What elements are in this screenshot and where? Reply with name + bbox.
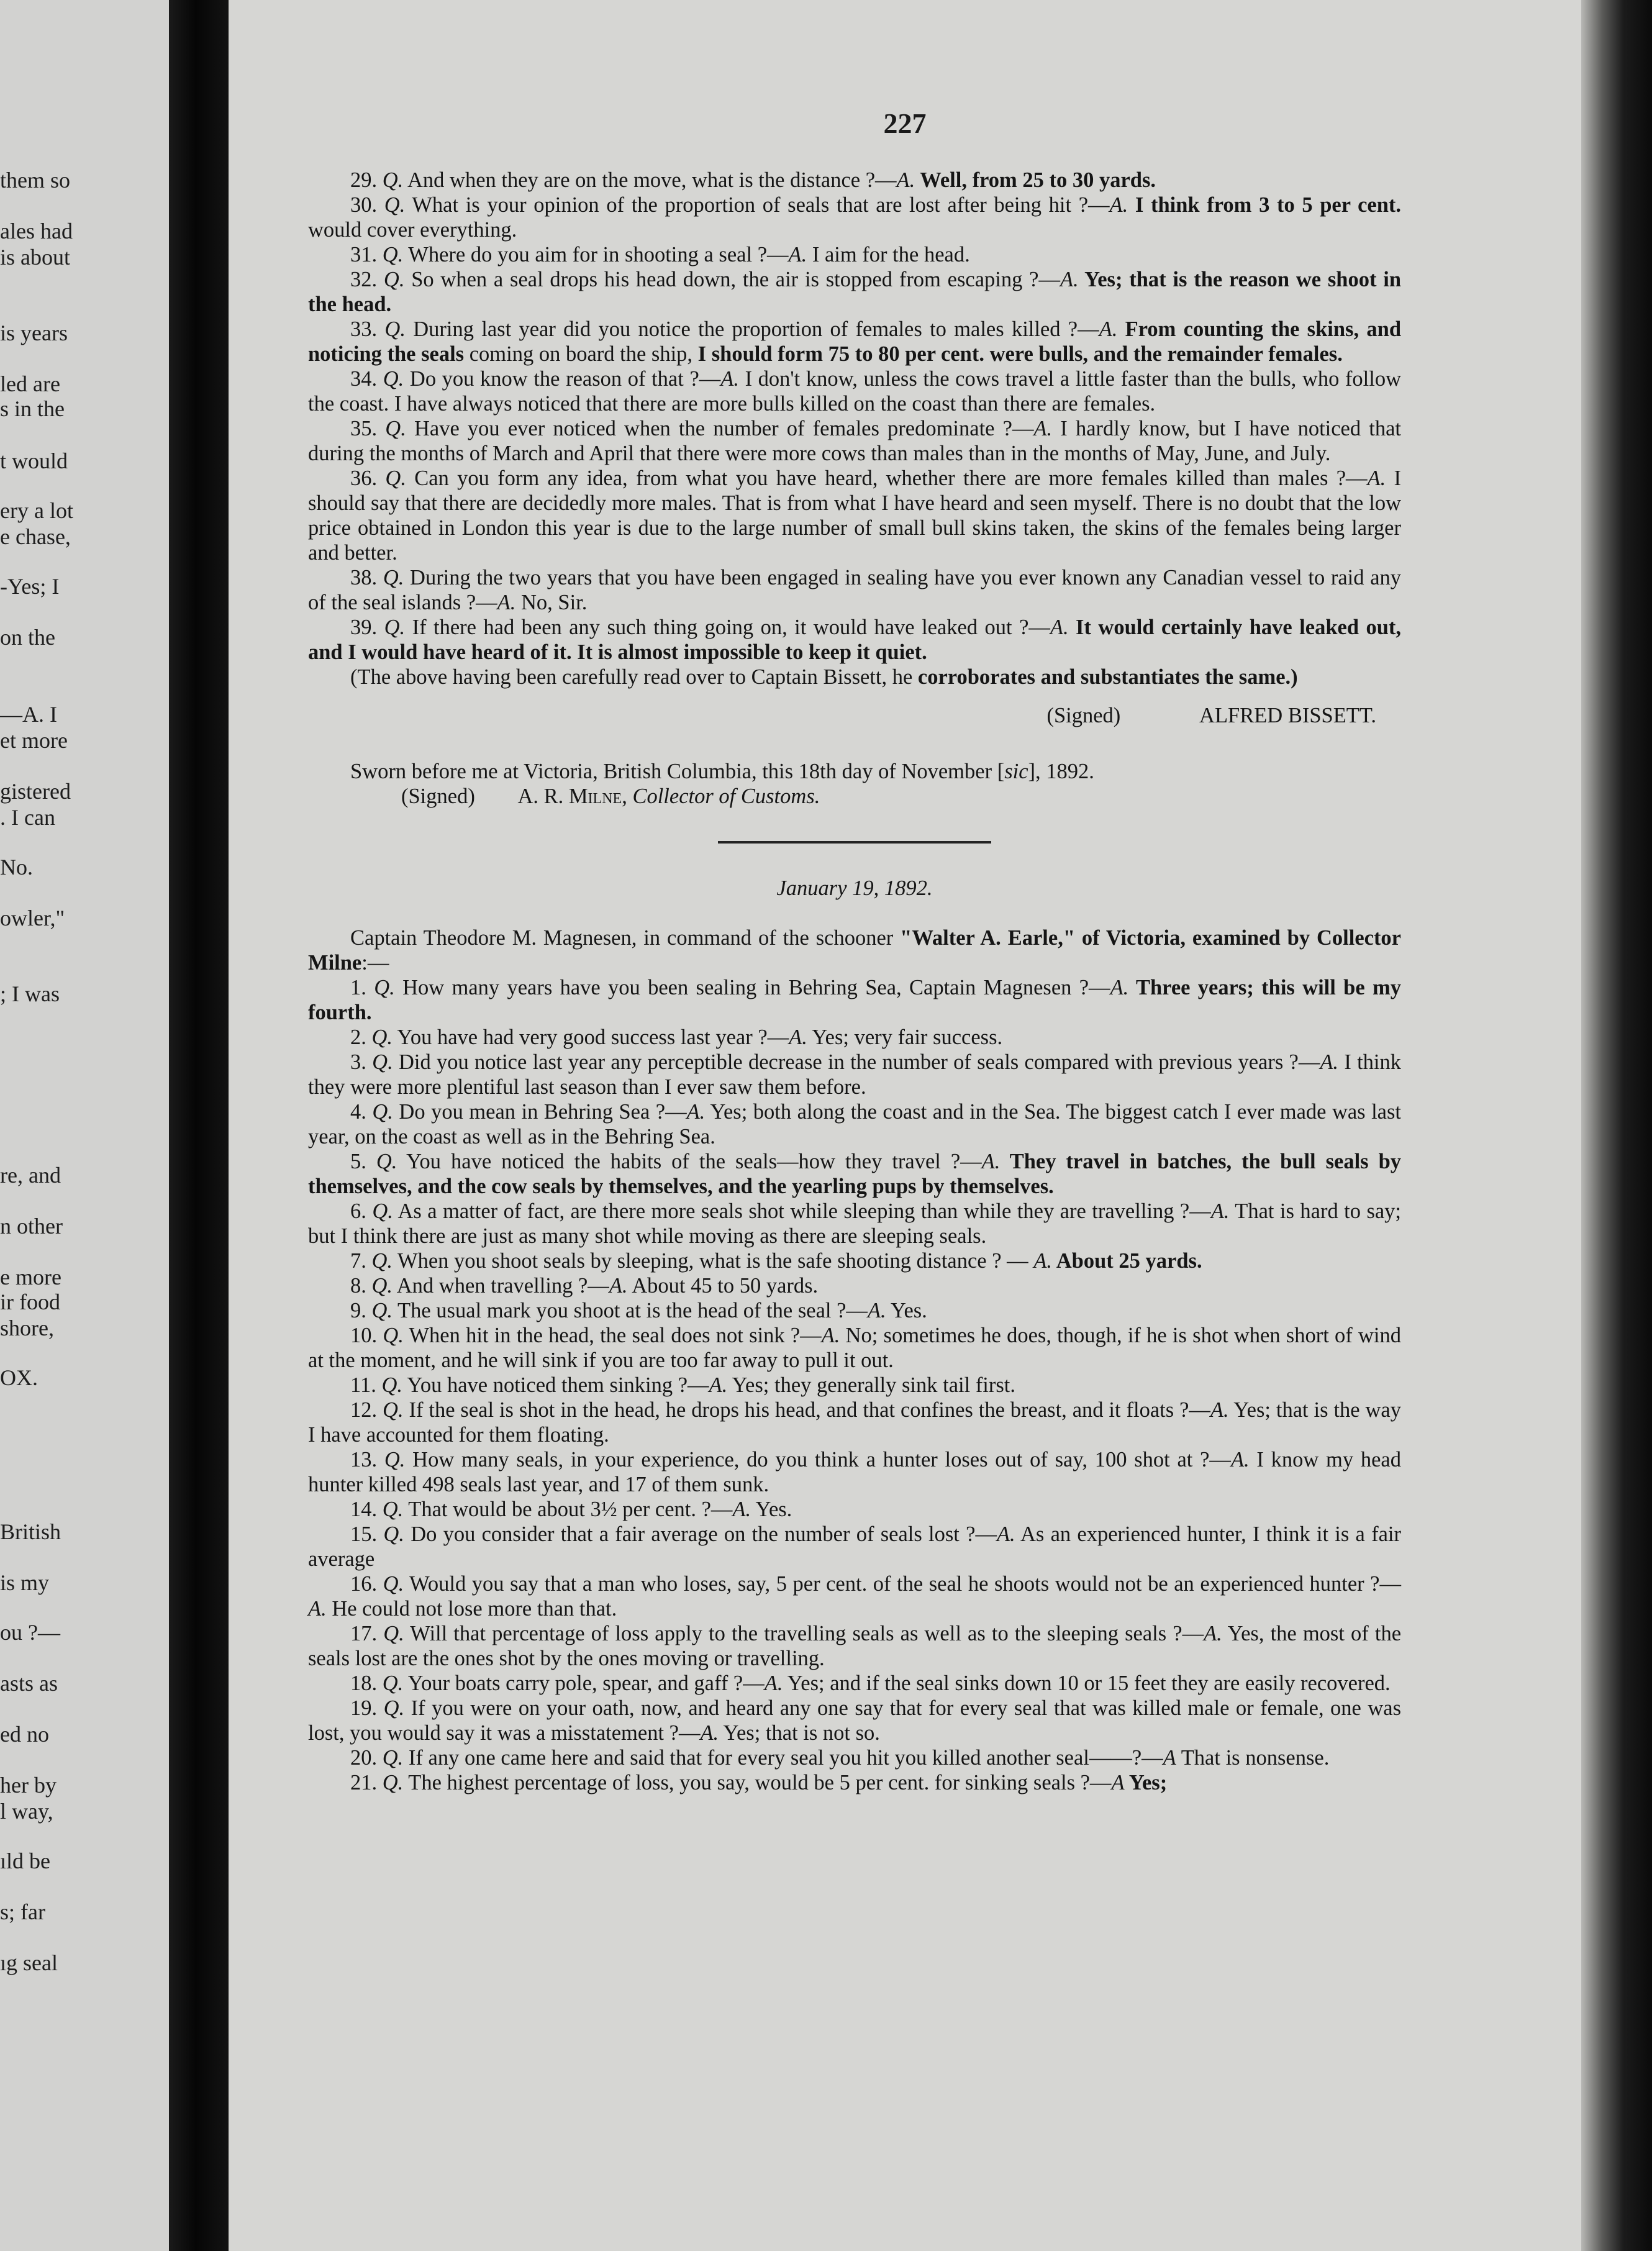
- paragraph-q2: [308, 1025, 1401, 1050]
- left-page-fragment: ery a lot: [0, 498, 73, 523]
- text-run: It would certainly have leaked out, and I would have heard of it. It is almost impossible to keep it quiet.: [308, 616, 1402, 664]
- paragraph-p31: [308, 242, 1401, 267]
- paragraph-q17: [308, 1621, 1401, 1671]
- text-run: 2.: [350, 1025, 372, 1049]
- paragraph-q7: [308, 1248, 1401, 1273]
- text-run: 39.: [350, 616, 384, 639]
- text-run: You have noticed the habits of the seals—how they travel ?—: [397, 1150, 982, 1173]
- text-run: I think they were more plentiful last season than I ever saw them before.: [308, 1050, 1401, 1099]
- paragraph-p30: [308, 193, 1401, 242]
- speaker-marker: Q.: [383, 1696, 405, 1720]
- speaker-marker: A.: [497, 591, 516, 614]
- text-run: No; sometimes he does, though, if he is shot when short of wind at the moment, and he will sink if you are too far away to pull it out.: [308, 1324, 1401, 1372]
- text-run: 5.: [350, 1150, 376, 1173]
- speaker-marker: Q.: [383, 367, 404, 391]
- left-page-fragment: ıg seal: [0, 1950, 58, 1975]
- paragraph-q11: [308, 1373, 1401, 1398]
- text-run: "Walter A. Earle," of Victoria, examined by Collector Milne: [308, 926, 1401, 975]
- text-run: 11.: [350, 1373, 382, 1397]
- text-run: You have had very good success last year ?—: [393, 1025, 789, 1049]
- paragraph-q1: [308, 975, 1401, 1025]
- text-run: Yes; very fair success.: [807, 1025, 1003, 1049]
- speaker-marker: Q.: [383, 1324, 404, 1347]
- speaker-marker: A.: [709, 1373, 728, 1397]
- left-page-fragment: is about: [0, 245, 70, 270]
- text-run: would cover everything.: [308, 218, 517, 242]
- text-run: Yes; that is the reason we shoot in the head.: [308, 268, 1402, 316]
- text-run: Yes; they generally sink tail first.: [727, 1373, 1016, 1397]
- speaker-marker: Q.: [381, 1373, 403, 1397]
- text-run: If there had been any such thing going on, it would have leaked out ?—: [405, 616, 1050, 639]
- bissett-testimony: [308, 168, 1401, 689]
- speaker-marker: A.: [1210, 1199, 1230, 1223]
- speaker-marker: A.: [788, 243, 807, 266]
- paragraph-q5: [308, 1149, 1401, 1199]
- speaker-marker: A.: [764, 1671, 783, 1695]
- text-run: Did you notice last year any perceptible decrease in the number of seals compared with previous years ?—: [393, 1050, 1320, 1074]
- signature-line: [308, 703, 1401, 728]
- paragraph-q12: [308, 1398, 1401, 1447]
- left-page-fragment: led are: [0, 371, 60, 396]
- left-page-fragment: is years: [0, 321, 68, 345]
- paragraph-p38: [308, 565, 1401, 615]
- magnesen-testimony: [308, 925, 1401, 1795]
- speaker-marker: Q.: [382, 1771, 404, 1794]
- text-run: About 45 to 50 yards.: [627, 1274, 819, 1298]
- paragraph-q4: [308, 1099, 1401, 1149]
- text-run: 31.: [350, 243, 383, 266]
- text-run: As a matter of fact, are there more seals shot while sleeping than while they are travelling ?—: [393, 1199, 1211, 1223]
- paragraph-q6: [308, 1199, 1401, 1248]
- paragraph-p32: [308, 267, 1401, 317]
- collector-title: Collector of Customs.: [627, 784, 820, 808]
- text-run: 1.: [350, 976, 374, 999]
- paragraph-p39: [308, 615, 1401, 665]
- text-run: Your boats carry pole, spear, and gaff ?—: [403, 1671, 765, 1695]
- text-run: They travel in batches, the bull seals by themselves, and the cow seals by themselves, and the yearling pups by themselves.: [308, 1150, 1402, 1198]
- left-page-fragment: . I can: [0, 805, 55, 830]
- text-run: 19.: [350, 1696, 384, 1720]
- left-page-fragment: ıld be: [0, 1849, 50, 1873]
- left-page-fragment: is my: [0, 1570, 50, 1595]
- paragraph-q10: [308, 1323, 1401, 1373]
- speaker-marker: Q.: [371, 1299, 393, 1322]
- text-run: Yes; and if the seal sinks down 10 or 15 feet they are easily recovered.: [783, 1671, 1391, 1695]
- speaker-marker: Q.: [383, 566, 404, 589]
- speaker-marker: Q.: [382, 243, 404, 266]
- left-page-fragment: n other: [0, 1214, 63, 1239]
- speaker-marker: Q.: [376, 1150, 397, 1173]
- left-page-fragment: her by: [0, 1773, 57, 1798]
- speaker-marker: A.: [1099, 317, 1118, 341]
- speaker-marker: A.: [996, 1522, 1015, 1546]
- speaker-marker: Q.: [385, 417, 406, 440]
- text-run: 34.: [350, 367, 383, 391]
- speaker-marker: Q.: [372, 1199, 393, 1223]
- text-run: I know my head hunter killed 498 seals last year, and 17 of them sunk.: [308, 1448, 1401, 1496]
- speaker-marker: A.: [896, 168, 915, 192]
- text-run: 20.: [350, 1746, 383, 1770]
- paragraph-q18: [308, 1671, 1401, 1696]
- text-run: Do you consider that a fair average on the number of seals lost ?—: [404, 1522, 997, 1546]
- text-run: 15.: [350, 1522, 384, 1546]
- speaker-marker: A.: [981, 1150, 1001, 1173]
- text-run: Yes.: [886, 1299, 927, 1322]
- speaker-marker: Q.: [384, 193, 406, 217]
- speaker-marker: A.: [308, 1597, 327, 1621]
- left-page-fragment: s in the: [0, 396, 65, 421]
- speaker-marker: A.: [1050, 616, 1069, 639]
- speaker-marker: Q.: [383, 1572, 404, 1596]
- text-run: Do you know the reason of that ?—: [404, 367, 721, 391]
- text-run: During last year did you notice the proportion of females to males killed ?—: [405, 317, 1099, 341]
- text-run: No, Sir.: [515, 591, 588, 614]
- speaker-marker: A.: [1033, 417, 1053, 440]
- speaker-marker: Q.: [383, 1622, 404, 1645]
- text-run: 8.: [350, 1274, 372, 1298]
- speaker-marker: Q.: [382, 1498, 404, 1521]
- left-page-fragment: ou ?—: [0, 1620, 60, 1645]
- left-page-fragment: OX.: [0, 1365, 38, 1390]
- text-run: 36.: [350, 466, 386, 490]
- text-run: I should say that there are decidedly more males. That is from what I have heard and seen myself. There is no doubt that the low price obtained in London this year is due to the large number of small bull skins taken, the skins of the females being larger and better.: [308, 466, 1401, 565]
- text-run: Can you form any idea, from what you have heard, whether there are more females killed than males ?—: [406, 466, 1368, 490]
- signed-label: (Signed): [401, 784, 475, 808]
- book-gutter: [169, 0, 229, 2251]
- speaker-marker: Q.: [371, 1274, 393, 1298]
- text-run: Yes; that is not so.: [719, 1721, 880, 1745]
- speaker-marker: A.: [1033, 1249, 1053, 1273]
- signed-label: (Signed): [1046, 704, 1121, 727]
- text-run: About 25 yards.: [1052, 1249, 1202, 1273]
- collector-name: A. R. Milne,: [517, 784, 627, 808]
- collector-signature: [308, 784, 1401, 809]
- text-run: 13.: [350, 1448, 384, 1471]
- left-page-fragment: ; I was: [0, 981, 60, 1006]
- text-run: He could not lose more than that.: [326, 1597, 617, 1621]
- speaker-marker: A.: [1367, 466, 1386, 490]
- text-run: Where do you aim for in shooting a seal ?—: [403, 243, 789, 266]
- text-run: 29.: [350, 168, 383, 192]
- text-run: You have noticed them sinking ?—: [402, 1373, 709, 1397]
- speaker-marker: A.: [732, 1498, 751, 1521]
- text-run: When you shoot seals by sleeping, what is the safe shooting distance ? —: [393, 1249, 1034, 1273]
- text-run: That would be about 3½ per cent. ?—: [403, 1498, 733, 1521]
- paragraph-p36: [308, 466, 1401, 565]
- left-page-fragment: ed no: [0, 1722, 49, 1747]
- speaker-marker: Q.: [384, 616, 406, 639]
- text-run: I should form 75 to 80 per cent. were bulls, and the remainder females.: [697, 342, 1343, 366]
- text-run: During the two years that you have been engaged in sealing have you ever known any Canadian vessel to raid any of the seal islands ?—: [308, 566, 1402, 614]
- text-run: (The above having been carefully read over to Captain Bissett, he: [350, 665, 918, 689]
- speaker-marker: Q.: [385, 466, 406, 490]
- speaker-marker: A.: [1210, 1398, 1229, 1422]
- page-edge-shadow: [1581, 0, 1652, 2251]
- text-run: 21.: [350, 1771, 383, 1794]
- date-heading: January 19, 1892.: [776, 876, 933, 900]
- speaker-marker: Q.: [382, 1671, 404, 1695]
- text-run: corroborates and substantiates the same.): [917, 665, 1298, 689]
- text-run: Would you say that a man who loses, say, 5 per cent. of the seal he shoots would not be an experienced hunter ?—: [404, 1572, 1401, 1596]
- paragraph-q13: [308, 1447, 1401, 1497]
- speaker-marker: A: [1163, 1746, 1176, 1770]
- text-run: Captain Theodore M. Magnesen, in command of the schooner: [350, 926, 901, 950]
- speaker-marker: A.: [1204, 1622, 1222, 1645]
- text-run: I hardly know, but I have noticed that during the months of March and April that there were more cows than males than in the months of May, June, and July.: [308, 417, 1402, 465]
- paragraph-q19: [308, 1696, 1401, 1745]
- left-page-fragment: them so: [0, 168, 70, 193]
- speaker-marker: Q.: [384, 317, 406, 341]
- speaker-marker: Q.: [374, 976, 395, 999]
- speaker-marker: Q.: [371, 1025, 393, 1049]
- paragraph-p-corroborate: [308, 665, 1401, 689]
- text-run: coming on board the ship,: [464, 342, 698, 366]
- text-run: From counting the skins, and noticing the seals: [308, 317, 1402, 366]
- text-run: 32.: [350, 268, 384, 291]
- text-run: 9.: [350, 1299, 372, 1322]
- text-run: 14.: [350, 1498, 383, 1521]
- paragraph-p33: [308, 317, 1401, 366]
- speaker-marker: A.: [1110, 976, 1129, 999]
- sic-note: sic: [1004, 760, 1028, 783]
- text-run: I aim for the head.: [807, 243, 970, 266]
- text-run: 7.: [350, 1249, 372, 1273]
- left-page-margin: [0, 0, 169, 2251]
- text-run: Yes.: [751, 1498, 792, 1521]
- text-run: Yes; both along the coast and in the Sea. The biggest catch I ever made was last year, on the coast as well as in the Behring Sea.: [308, 1100, 1402, 1148]
- text-run: 10.: [350, 1324, 383, 1347]
- text-run: If the seal is shot in the head, he drops his head, and that confines the breast, and it floats ?—: [403, 1398, 1210, 1422]
- text-run: If you were on your oath, now, and heard any one say that for every seal that was killed male or female, one was lost, you would say it was a misstatement ?—: [308, 1696, 1402, 1745]
- paragraph-q9: [308, 1298, 1401, 1323]
- text-run: 33.: [350, 317, 385, 341]
- speaker-marker: Q.: [371, 1249, 393, 1273]
- text-run: When hit in the head, the seal does not sink ?—: [403, 1324, 822, 1347]
- left-page-fragment: British: [0, 1519, 61, 1544]
- left-page-fragment: gistered: [0, 779, 71, 804]
- text-run: Well, from 25 to 30 yards.: [915, 168, 1156, 192]
- speaker-marker: Q.: [383, 1398, 404, 1422]
- left-page-fragment: re, and: [0, 1163, 61, 1188]
- text-run: Do you mean in Behring Sea ?—: [393, 1100, 687, 1124]
- left-page-fragment: t would: [0, 448, 68, 473]
- left-page-fragment: asts as: [0, 1671, 58, 1696]
- text-run: As an experienced hunter, I think it is a fair average: [308, 1522, 1401, 1571]
- paragraph-q20: [308, 1745, 1401, 1770]
- text-run: I think from 3 to 5 per cent.: [1128, 193, 1402, 217]
- text-run: 30.: [350, 193, 384, 217]
- paragraph-p29: [308, 168, 1401, 193]
- speaker-marker: Q.: [384, 1448, 406, 1471]
- speaker-marker: A.: [1109, 193, 1128, 217]
- text-run: 35.: [350, 417, 386, 440]
- speaker-marker: Q.: [382, 168, 404, 192]
- speaker-marker: Q.: [383, 268, 405, 291]
- left-page-fragment: l way,: [0, 1799, 53, 1824]
- paragraph-p34: [308, 366, 1401, 416]
- left-page-fragment: owler,": [0, 906, 65, 930]
- speaker-marker: A.: [609, 1274, 628, 1298]
- text-run: How many seals, in your experience, do you think a hunter loses out of say, 100 shot at ?—: [405, 1448, 1231, 1471]
- text-run: 6.: [350, 1199, 373, 1223]
- paragraph-intro: [308, 925, 1401, 975]
- text-run: 3.: [350, 1050, 373, 1074]
- text-run: Yes, the most of the seals lost are the ones shot by the ones moving or travelling.: [308, 1622, 1402, 1670]
- text-run: Yes;: [1124, 1771, 1168, 1794]
- paragraph-q16: [308, 1571, 1401, 1621]
- speaker-marker: A.: [700, 1721, 719, 1745]
- speaker-marker: Q.: [383, 1522, 404, 1546]
- text-run: 17.: [350, 1622, 384, 1645]
- left-page-fragment: e chase,: [0, 524, 71, 549]
- left-page-fragment: on the: [0, 625, 55, 650]
- document-page: [229, 0, 1581, 2251]
- text-run: And when travelling ?—: [393, 1274, 609, 1298]
- text-run: Will that percentage of loss apply to the travelling seals as well as to the sleeping seals ?—: [404, 1622, 1204, 1645]
- left-page-fragment: e more: [0, 1265, 61, 1289]
- text-run: 4.: [350, 1100, 373, 1124]
- text-run: That is hard to say; but I think there are just as many shot while moving as there are sleeping seals.: [308, 1199, 1402, 1248]
- speaker-marker: A.: [686, 1100, 706, 1124]
- text-run: How many years have you been sealing in Behring Sea, Captain Magnesen ?—: [394, 976, 1110, 999]
- left-page-fragment: shore,: [0, 1316, 54, 1340]
- page-number: 227: [883, 107, 927, 139]
- text-run: And when they are on the move, what is the distance ?—: [403, 168, 897, 192]
- speaker-marker: Q.: [382, 1746, 404, 1770]
- speaker-marker: Q.: [372, 1050, 393, 1074]
- paragraph-q8: [308, 1273, 1401, 1298]
- text-run: :—: [361, 951, 389, 975]
- speaker-marker: A.: [821, 1324, 840, 1347]
- sworn-text: Sworn before me at Victoria, British Columbia, this 18th day of November [: [350, 760, 1005, 783]
- text-run: If any one came here and said that for every seal you hit you killed another seal——?—: [403, 1746, 1163, 1770]
- text-run: Three years; this will be my fourth.: [308, 976, 1401, 1024]
- speaker-marker: A.: [867, 1299, 886, 1322]
- paragraph-q14: [308, 1497, 1401, 1522]
- text-run: I don't know, unless the cows travel a little faster than the bulls, who follow the coast. I have always noticed that there are more bulls killed on the coast than there are females.: [308, 367, 1402, 416]
- speaker-marker: A.: [1320, 1050, 1339, 1074]
- speaker-marker: A.: [1060, 268, 1079, 291]
- speaker-marker: A.: [1230, 1448, 1250, 1471]
- left-page-fragment: s; far: [0, 1899, 45, 1924]
- left-page-fragment: -Yes; I: [0, 574, 60, 599]
- paragraph-p35: [308, 416, 1401, 466]
- text-run: 16.: [350, 1572, 383, 1596]
- text-run: That is nonsense.: [1176, 1746, 1330, 1770]
- left-page-fragment: et more: [0, 728, 68, 753]
- text-run: 12.: [350, 1398, 383, 1422]
- text-run: What is your opinion of the proportion of seals that are lost after being hit ?—: [405, 193, 1110, 217]
- text-run: The highest percentage of loss, you say, would be 5 per cent. for sinking seals ?—: [403, 1771, 1112, 1794]
- speaker-marker: Q.: [372, 1100, 393, 1124]
- speaker-marker: A: [1111, 1771, 1125, 1794]
- sworn-statement: [308, 759, 1401, 784]
- text-run: 18.: [350, 1671, 383, 1695]
- text-run: Have you ever noticed when the number of females predominate ?—: [406, 417, 1034, 440]
- signature-name: ALFRED BISSETT.: [1199, 704, 1376, 727]
- text-run: 38.: [350, 566, 383, 589]
- left-page-fragment: ir food: [0, 1289, 60, 1314]
- speaker-marker: A.: [720, 367, 739, 391]
- page-content: [308, 168, 1401, 1795]
- left-page-fragment: —A. I: [0, 702, 57, 727]
- section-divider: [718, 841, 991, 844]
- speaker-marker: A.: [789, 1025, 807, 1049]
- sworn-date: ], 1892.: [1028, 760, 1094, 783]
- paragraph-q3: [308, 1050, 1401, 1099]
- text-run: So when a seal drops his head down, the air is stopped from escaping ?—: [404, 268, 1060, 291]
- paragraph-q21: [308, 1770, 1401, 1795]
- left-page-fragment: ales had: [0, 219, 73, 243]
- left-page-fragment: No.: [0, 855, 33, 880]
- text-run: The usual mark you shoot at is the head of the seal ?—: [393, 1299, 868, 1322]
- paragraph-q15: [308, 1522, 1401, 1571]
- text-run: Yes; that is the way I have accounted for them floating.: [308, 1398, 1401, 1447]
